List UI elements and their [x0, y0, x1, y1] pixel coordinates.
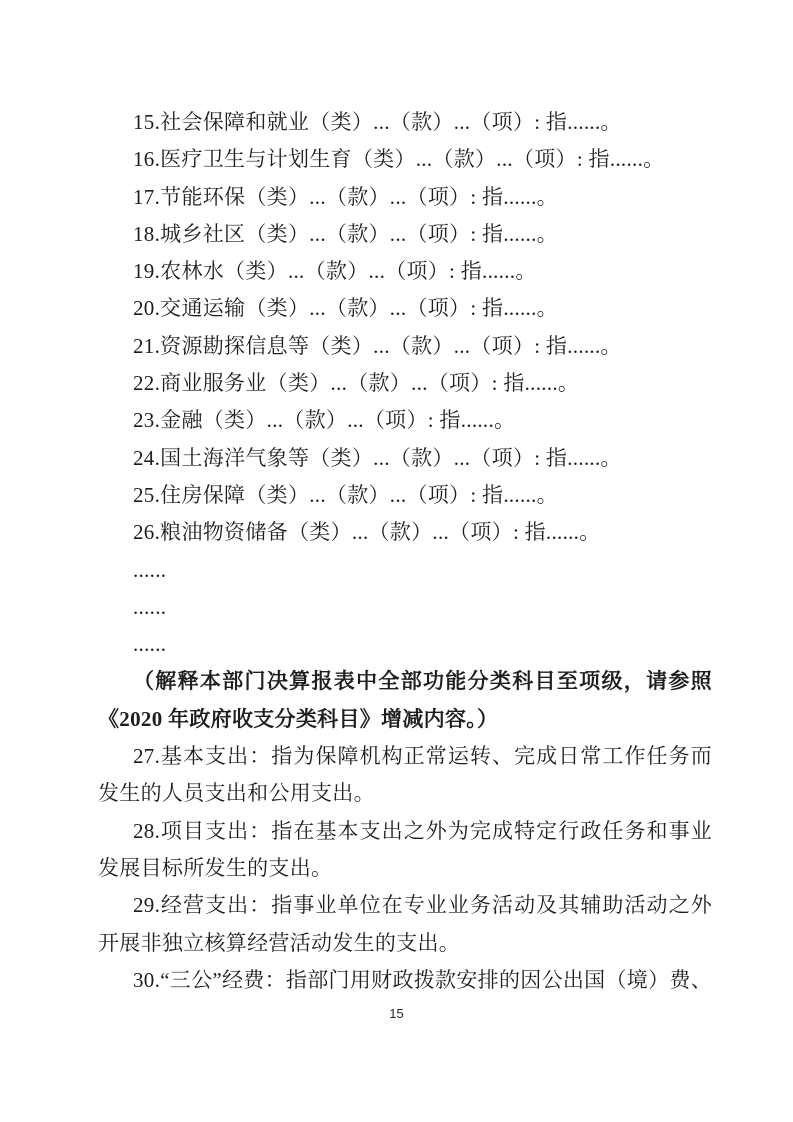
list-item-15: 15.社会保障和就业（类）...（款）...（项）: 指......。	[133, 110, 622, 134]
page-number: 15	[389, 1006, 404, 1021]
list-item-18: 18.城乡社区（类）...（款）...（项）: 指......。	[133, 221, 558, 246]
list-item-21: 21.资源勘探信息等（类）...（款）...（项）: 指......。	[133, 333, 622, 358]
list-item-26: 26.粮油物资储备（类）...（款）...（项）: 指......。	[133, 520, 601, 545]
para-27-line-2: 发生的人员支出和公用支出。	[98, 781, 375, 806]
note-line-1: （解释本部门决算报表中全部功能分类科目至项级，请参照	[133, 669, 712, 694]
para-29-line-1: 29.经营支出：指事业单位在专业业务活动及其辅助活动之外	[133, 893, 712, 918]
para-27-line-1: 27.基本支出：指为保障机构正常运转、完成日常工作任务而	[133, 744, 712, 769]
ellipsis-line-3: ......	[133, 632, 167, 657]
para-28-line-1: 28.项目支出：指在基本支出之外为完成特定行政任务和事业	[133, 818, 712, 843]
para-29-line-2: 开展非独立核算经营活动发生的支出。	[98, 930, 461, 955]
list-item-17: 17.节能环保（类）...（款）...（项）: 指......。	[133, 184, 558, 209]
list-item-19: 19.农林水（类）...（款）...（项）: 指......。	[133, 259, 537, 284]
list-item-24: 24.国土海洋气象等（类）...（款）...（项）: 指......。	[133, 445, 622, 470]
note-line-2: 《2020 年政府收支分类科目》增减内容。）	[98, 706, 499, 731]
document-content	[98, 104, 712, 999]
list-item-23: 23.金融（类）...（款）...（项）: 指......。	[133, 408, 516, 433]
para-30-line-1: 30.“三公”经费：指部门用财政拨款安排的因公出国（境）费、	[133, 967, 712, 992]
para-28-line-2: 发展目标所发生的支出。	[98, 855, 333, 880]
ellipsis-line-1: ......	[133, 557, 167, 582]
list-item-22: 22.商业服务业（类）...（款）...（项）: 指......。	[133, 371, 580, 396]
ellipsis-line-2: ......	[133, 594, 167, 619]
list-item-20: 20.交通运输（类）...（款）...（项）: 指......。	[133, 296, 558, 321]
list-item-25: 25.住房保障（类）...（款）...（项）: 指......。	[133, 482, 558, 507]
list-item-16: 16.医疗卫生与计划生育（类）...（款）...（项）: 指......。	[133, 147, 665, 172]
